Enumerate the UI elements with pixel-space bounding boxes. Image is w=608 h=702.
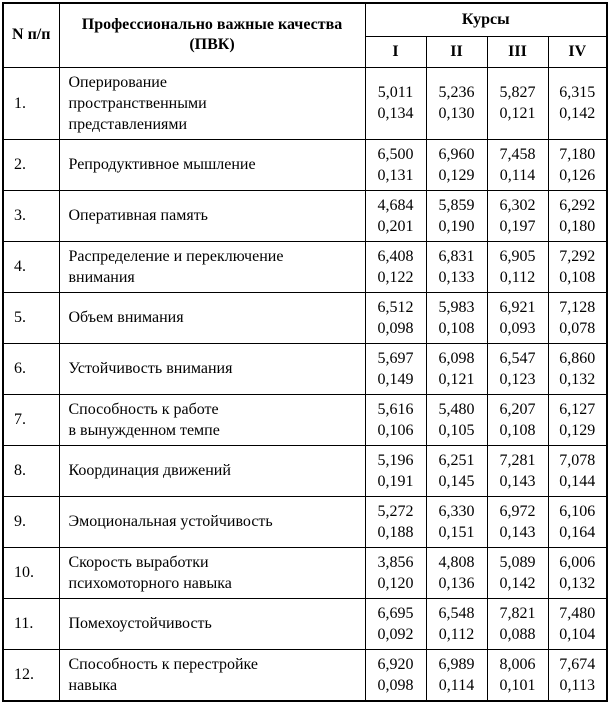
error-value: 0,093 bbox=[499, 319, 536, 337]
table-row bbox=[3, 547, 607, 598]
value-cell-course-III bbox=[487, 445, 548, 496]
error-value: 0,136 bbox=[438, 574, 475, 592]
error-value: 0,098 bbox=[377, 676, 414, 694]
value-cell-course-II bbox=[426, 496, 487, 547]
table-row bbox=[3, 67, 607, 139]
error-value: 0,112 bbox=[499, 268, 536, 286]
table-row bbox=[3, 598, 607, 649]
error-value: 0,129 bbox=[559, 421, 596, 439]
row-number: 4. bbox=[3, 241, 59, 292]
value-cell-course-III bbox=[487, 67, 548, 139]
error-value: 0,121 bbox=[499, 105, 536, 122]
error-value: 0,092 bbox=[377, 625, 414, 643]
quality-line: Объем внимания bbox=[68, 309, 184, 326]
value-cell-course-III bbox=[487, 649, 548, 701]
error-value: 0,108 bbox=[438, 319, 475, 337]
mean-value: 6,972 bbox=[499, 502, 536, 520]
quality-line: в вынужденном темпе bbox=[68, 421, 220, 439]
error-value: 0,132 bbox=[559, 574, 596, 592]
table-row bbox=[3, 343, 607, 394]
row-number: 7. bbox=[3, 394, 59, 445]
error-value: 0,142 bbox=[499, 574, 536, 592]
value-cell-course-III bbox=[487, 190, 548, 241]
value-cell-course-II bbox=[426, 139, 487, 190]
value-cell-course-I bbox=[365, 547, 426, 598]
mean-value: 7,480 bbox=[559, 604, 596, 622]
mean-value: 4,808 bbox=[438, 553, 475, 571]
value-cell-course-IV bbox=[548, 343, 607, 394]
value-cell-course-IV bbox=[548, 394, 607, 445]
mean-value: 5,480 bbox=[438, 400, 475, 418]
table-header bbox=[3, 3, 607, 67]
quality-line: пространственными bbox=[68, 94, 207, 112]
mean-value: 6,989 bbox=[438, 655, 475, 673]
mean-value: 5,011 bbox=[377, 84, 414, 101]
mean-value: 6,921 bbox=[499, 298, 536, 316]
quality-name bbox=[59, 547, 365, 598]
value-cell-course-I bbox=[365, 343, 426, 394]
mean-value: 6,006 bbox=[559, 553, 596, 571]
error-value: 0,151 bbox=[438, 523, 475, 541]
row-number: 2. bbox=[3, 139, 59, 190]
mean-value: 5,859 bbox=[438, 196, 475, 214]
value-cell-course-I bbox=[365, 67, 426, 139]
value-cell-course-II bbox=[426, 190, 487, 241]
value-cell-course-IV bbox=[548, 190, 607, 241]
value-cell-course-III bbox=[487, 343, 548, 394]
error-value: 0,108 bbox=[499, 421, 536, 439]
value-cell-course-I bbox=[365, 598, 426, 649]
mean-value: 7,128 bbox=[559, 298, 596, 316]
value-cell-course-IV bbox=[548, 67, 607, 139]
value-cell-course-I bbox=[365, 394, 426, 445]
error-value: 0,106 bbox=[377, 421, 414, 439]
value-cell-course-I bbox=[365, 649, 426, 701]
value-cell-course-I bbox=[365, 139, 426, 190]
quality-line: Оперирование bbox=[68, 73, 167, 91]
error-value: 0,197 bbox=[499, 217, 536, 235]
value-cell-course-IV bbox=[548, 496, 607, 547]
value-cell-course-III bbox=[487, 139, 548, 190]
table-row bbox=[3, 292, 607, 343]
row-number: 10. bbox=[3, 547, 59, 598]
error-value: 0,120 bbox=[377, 574, 414, 592]
quality-name bbox=[59, 649, 365, 701]
header-course-2: II bbox=[426, 36, 487, 67]
quality-line: Эмоциональная устойчивость bbox=[68, 513, 273, 530]
error-value: 0,123 bbox=[499, 370, 536, 388]
mean-value: 5,196 bbox=[377, 451, 414, 469]
value-cell-course-II bbox=[426, 343, 487, 394]
quality-line: внимания bbox=[68, 268, 135, 286]
quality-name bbox=[59, 139, 365, 190]
quality-name bbox=[59, 598, 365, 649]
quality-name bbox=[59, 190, 365, 241]
error-value: 0,108 bbox=[559, 268, 596, 286]
row-number: 5. bbox=[3, 292, 59, 343]
mean-value: 6,098 bbox=[438, 349, 475, 367]
mean-value: 5,272 bbox=[377, 502, 414, 520]
error-value: 0,112 bbox=[438, 625, 475, 643]
mean-value: 5,616 bbox=[377, 400, 414, 418]
quality-name bbox=[59, 496, 365, 547]
row-number: 11. bbox=[3, 598, 59, 649]
quality-line: психомоторного навыка bbox=[68, 574, 232, 592]
error-value: 0,149 bbox=[377, 370, 414, 388]
row-number: 3. bbox=[3, 190, 59, 241]
row-number: 6. bbox=[3, 343, 59, 394]
mean-value: 6,960 bbox=[438, 145, 475, 163]
error-value: 0,143 bbox=[499, 472, 536, 490]
error-value: 0,078 bbox=[559, 319, 596, 337]
error-value: 0,191 bbox=[377, 472, 414, 490]
table-row bbox=[3, 139, 607, 190]
table-row bbox=[3, 241, 607, 292]
value-cell-course-I bbox=[365, 496, 426, 547]
header-courses: Курсы bbox=[365, 3, 607, 36]
error-value: 0,122 bbox=[377, 268, 414, 286]
value-cell-course-II bbox=[426, 445, 487, 496]
mean-value: 6,920 bbox=[377, 655, 414, 673]
mean-value: 5,089 bbox=[499, 553, 536, 571]
mean-value: 6,905 bbox=[499, 247, 536, 265]
pvk-table bbox=[2, 2, 608, 702]
quality-name bbox=[59, 394, 365, 445]
value-cell-course-II bbox=[426, 292, 487, 343]
mean-value: 6,330 bbox=[438, 502, 475, 520]
error-value: 0,190 bbox=[438, 217, 475, 235]
error-value: 0,131 bbox=[377, 166, 414, 184]
mean-value: 6,548 bbox=[438, 604, 475, 622]
table-row bbox=[3, 190, 607, 241]
mean-value: 6,207 bbox=[499, 400, 536, 418]
error-value: 0,180 bbox=[559, 217, 596, 235]
mean-value: 7,180 bbox=[559, 145, 596, 163]
error-value: 0,101 bbox=[499, 676, 536, 694]
mean-value: 6,302 bbox=[499, 196, 536, 214]
error-value: 0,088 bbox=[499, 625, 536, 643]
value-cell-course-I bbox=[365, 190, 426, 241]
mean-value: 6,292 bbox=[559, 196, 596, 214]
table-body bbox=[3, 67, 607, 701]
value-cell-course-III bbox=[487, 598, 548, 649]
quality-name bbox=[59, 445, 365, 496]
error-value: 0,113 bbox=[559, 676, 595, 694]
header-row-top bbox=[3, 3, 607, 36]
mean-value: 6,500 bbox=[377, 145, 414, 163]
mean-value: 6,695 bbox=[377, 604, 414, 622]
quality-line: представлениями bbox=[68, 115, 188, 133]
quality-line: Помехоустойчивость bbox=[68, 615, 212, 632]
mean-value: 6,512 bbox=[377, 298, 414, 316]
mean-value: 5,697 bbox=[377, 349, 414, 367]
quality-name bbox=[59, 67, 365, 139]
error-value: 0,164 bbox=[559, 523, 596, 541]
value-cell-course-IV bbox=[548, 445, 607, 496]
quality-line: Распределение и переключение bbox=[68, 247, 284, 265]
quality-line: Координация движений bbox=[68, 462, 231, 479]
mean-value: 6,127 bbox=[559, 400, 596, 418]
error-value: 0,126 bbox=[559, 166, 596, 184]
error-value: 0,104 bbox=[559, 625, 596, 643]
mean-value: 4,684 bbox=[377, 196, 414, 214]
quality-line: Скорость выработки bbox=[68, 553, 209, 571]
quality-line: Способность к работе bbox=[68, 400, 219, 418]
value-cell-course-II bbox=[426, 241, 487, 292]
error-value: 0,143 bbox=[499, 523, 536, 541]
table-row bbox=[3, 394, 607, 445]
row-number: 8. bbox=[3, 445, 59, 496]
mean-value: 7,078 bbox=[559, 451, 596, 469]
mean-value: 5,827 bbox=[499, 84, 536, 101]
row-number: 1. bbox=[3, 67, 59, 139]
value-cell-course-III bbox=[487, 547, 548, 598]
value-cell-course-IV bbox=[548, 598, 607, 649]
value-cell-course-II bbox=[426, 67, 487, 139]
error-value: 0,144 bbox=[559, 472, 596, 490]
value-cell-course-IV bbox=[548, 139, 607, 190]
value-cell-course-IV bbox=[548, 292, 607, 343]
value-cell-course-IV bbox=[548, 649, 607, 701]
value-cell-course-II bbox=[426, 394, 487, 445]
table-row bbox=[3, 445, 607, 496]
quality-line: Репродуктивное мышление bbox=[68, 156, 256, 173]
error-value: 0,142 bbox=[559, 105, 596, 122]
mean-value: 7,821 bbox=[499, 604, 536, 622]
mean-value: 3,856 bbox=[377, 553, 414, 571]
quality-name bbox=[59, 292, 365, 343]
value-cell-course-III bbox=[487, 496, 548, 547]
mean-value: 7,674 bbox=[559, 655, 596, 673]
value-cell-course-I bbox=[365, 292, 426, 343]
quality-name bbox=[59, 343, 365, 394]
error-value: 0,132 bbox=[559, 370, 596, 388]
error-value: 0,188 bbox=[377, 523, 414, 541]
row-number: 9. bbox=[3, 496, 59, 547]
mean-value: 7,281 bbox=[499, 451, 536, 469]
value-cell-course-I bbox=[365, 241, 426, 292]
mean-value: 7,292 bbox=[559, 247, 596, 265]
quality-line: Способность к перестройке bbox=[68, 655, 258, 673]
header-course-3: III bbox=[487, 36, 548, 67]
quality-line: навыка bbox=[68, 676, 118, 694]
value-cell-course-III bbox=[487, 394, 548, 445]
error-value: 0,133 bbox=[438, 268, 475, 286]
mean-value: 6,831 bbox=[438, 247, 475, 265]
value-cell-course-II bbox=[426, 547, 487, 598]
quality-line: Оперативная память bbox=[68, 207, 208, 224]
error-value: 0,114 bbox=[438, 676, 475, 694]
mean-value: 5,236 bbox=[438, 84, 475, 101]
value-cell-course-II bbox=[426, 649, 487, 701]
value-cell-course-IV bbox=[548, 547, 607, 598]
mean-value: 6,251 bbox=[438, 451, 475, 469]
mean-value: 6,106 bbox=[559, 502, 596, 520]
mean-value: 5,983 bbox=[438, 298, 475, 316]
error-value: 0,201 bbox=[377, 217, 414, 235]
error-value: 0,121 bbox=[438, 370, 475, 388]
mean-value: 6,860 bbox=[559, 349, 596, 367]
error-value: 0,130 bbox=[438, 105, 475, 122]
value-cell-course-IV bbox=[548, 241, 607, 292]
error-value: 0,145 bbox=[438, 472, 475, 490]
table-row bbox=[3, 496, 607, 547]
header-number-column: N п/п bbox=[3, 3, 59, 67]
quality-name bbox=[59, 241, 365, 292]
header-course-4: IV bbox=[548, 36, 607, 67]
mean-value: 7,458 bbox=[499, 145, 536, 163]
mean-value: 6,408 bbox=[377, 247, 414, 265]
error-value: 0,134 bbox=[377, 105, 414, 122]
table-row bbox=[3, 649, 607, 701]
mean-value: 8,006 bbox=[499, 655, 536, 673]
value-cell-course-I bbox=[365, 445, 426, 496]
quality-line: Устойчивость внимания bbox=[68, 360, 233, 377]
error-value: 0,114 bbox=[499, 166, 536, 184]
value-cell-course-II bbox=[426, 598, 487, 649]
error-value: 0,105 bbox=[438, 421, 475, 439]
row-number: 12. bbox=[3, 649, 59, 701]
error-value: 0,129 bbox=[438, 166, 475, 184]
mean-value: 6,315 bbox=[559, 84, 596, 101]
value-cell-course-III bbox=[487, 241, 548, 292]
header-course-1: I bbox=[365, 36, 426, 67]
error-value: 0,098 bbox=[377, 319, 414, 337]
value-cell-course-III bbox=[487, 292, 548, 343]
mean-value: 6,547 bbox=[499, 349, 536, 367]
header-quality-column: Профессионально важные качества (ПВК) bbox=[59, 3, 365, 67]
